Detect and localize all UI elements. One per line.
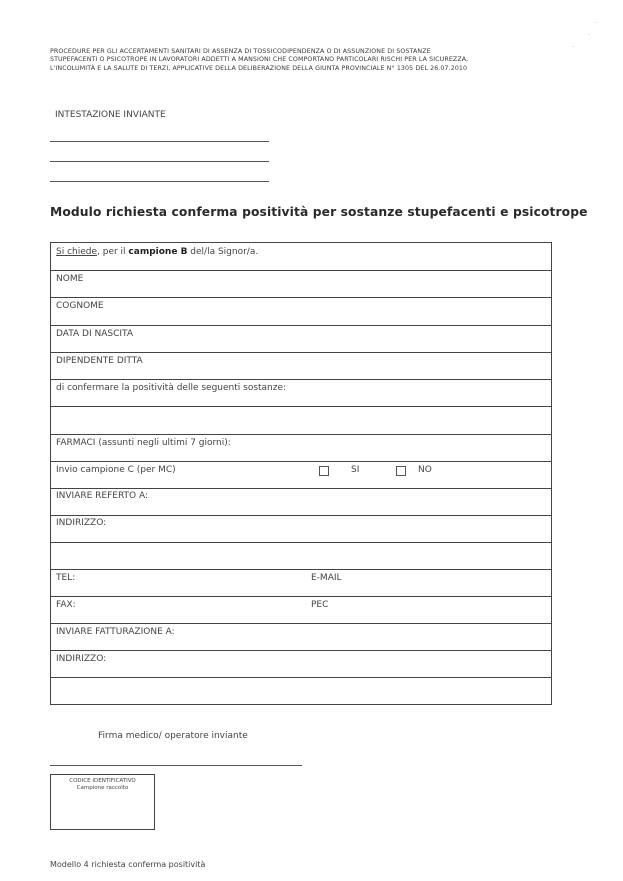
tel-field[interactable]: TEL:: [56, 573, 76, 583]
row-divider: [51, 542, 551, 543]
row-divider: [51, 677, 551, 678]
row-divider: [51, 650, 551, 651]
send-report-field[interactable]: INVIARE REFERTO A:: [56, 491, 149, 501]
sample-c-label: Invio campione C (per MC): [56, 465, 176, 475]
sender-heading: INTESTAZIONE INVIANTE: [55, 110, 166, 120]
scan-speck: ·: [572, 44, 574, 51]
sample-code-box[interactable]: [50, 774, 155, 830]
si-checkbox[interactable]: [319, 466, 329, 476]
procedure-header: [50, 48, 550, 73]
signature-label: Firma medico/ operatore inviante: [98, 731, 248, 741]
header-line-1: PROCEDURE PER GLI ACCERTAMENTI SANITARI DI ASSENZA DI TOSSICODIPENDENZA O DI ASSUNZIONE DI SOSTANZE: [50, 48, 431, 55]
header-line-3: L'INCOLUMITÀ E LA SALUTE DI TERZI, APPLICATIVE DELLA DELIBERAZIONE DELLA GIUNTA PROVINCIALE N° 1305 DEL 26.07.2010: [50, 64, 468, 72]
sender-line-3[interactable]: [50, 181, 269, 182]
request-form: [50, 242, 552, 705]
email-field[interactable]: E-MAIL: [311, 573, 342, 583]
birth-date-field[interactable]: DATA DI NASCITA: [56, 329, 133, 339]
row-divider: [51, 297, 551, 298]
row-divider: [51, 488, 551, 489]
code-box-title: CODICE IDENTIFICATIVO: [69, 778, 136, 784]
row-divider: [51, 406, 551, 407]
medications-field[interactable]: FARMACI (assunti negli ultimi 7 giorni):: [56, 438, 231, 448]
si-label: SI: [351, 465, 360, 475]
report-address-field[interactable]: INDIRIZZO:: [56, 518, 107, 528]
request-post-text: del/la Signor/a.: [187, 247, 259, 257]
row-divider: [51, 569, 551, 570]
report-address-extra-field[interactable]: [56, 546, 546, 566]
row-divider: [51, 325, 551, 326]
send-billing-field[interactable]: INVIARE FATTURAZIONE A:: [56, 627, 175, 637]
row-divider: [51, 623, 551, 624]
billing-address-extra-field[interactable]: [56, 681, 546, 701]
nome-field[interactable]: NOME: [56, 274, 84, 284]
page-title: Modulo richiesta conferma positività per sostanze stupefacenti e psicotrope: [50, 205, 588, 219]
header-line-2: STUPEFACENTI O PSICOTROPE IN LAVORATORI ADDETTI A MANSIONI CHE COMPORTANO PARTICOLARI RISCHI PER LA SICUREZZA,: [50, 56, 469, 64]
request-intro: [56, 247, 258, 257]
row-divider: [51, 515, 551, 516]
code-box-subtitle: Campione raccolto: [76, 785, 129, 791]
row-divider: [51, 461, 551, 462]
signature-line[interactable]: [50, 765, 302, 766]
row-divider: [51, 596, 551, 597]
sender-line-2[interactable]: [50, 161, 269, 162]
row-divider: [51, 270, 551, 271]
request-pre-text: , per il: [97, 247, 129, 257]
substances-field[interactable]: [56, 410, 546, 430]
sender-line-1[interactable]: [50, 141, 269, 142]
billing-address-field[interactable]: INDIRIZZO:: [56, 654, 107, 664]
no-checkbox[interactable]: [396, 466, 406, 476]
employer-field[interactable]: DIPENDENTE DITTA: [56, 356, 143, 366]
request-underlined-text: Si chiede: [56, 247, 98, 257]
scan-speck: ·: [588, 32, 590, 39]
pec-field[interactable]: PEC: [311, 600, 329, 610]
fax-field[interactable]: FAX:: [56, 600, 76, 610]
footer-model-label: Modello 4 richiesta conferma positività: [50, 860, 206, 869]
cognome-field[interactable]: COGNOME: [56, 301, 104, 311]
scan-speck: ·: [595, 20, 597, 27]
no-label: NO: [418, 465, 432, 475]
row-divider: [51, 379, 551, 380]
substances-label: di confermare la positività delle seguenti sostanze:: [56, 383, 287, 393]
row-divider: [51, 352, 551, 353]
sample-b-label: campione B: [128, 247, 188, 257]
row-divider: [51, 434, 551, 435]
